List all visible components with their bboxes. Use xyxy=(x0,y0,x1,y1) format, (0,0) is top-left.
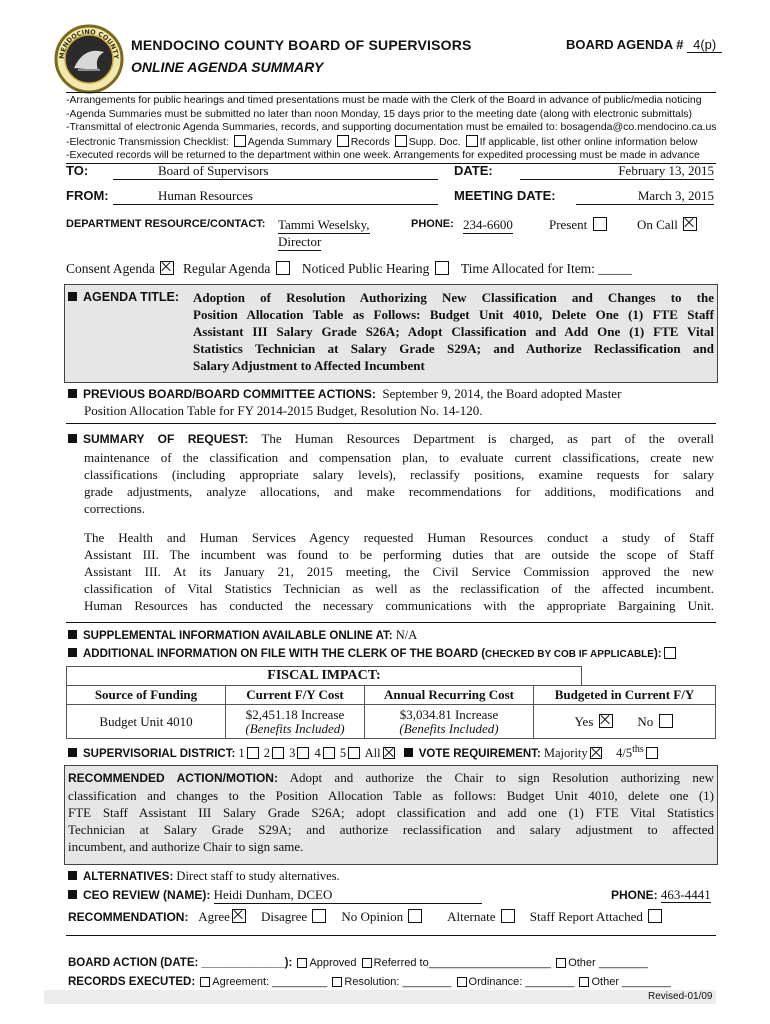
checkbox-other-action[interactable] xyxy=(556,958,566,968)
ceo-name: Heidi Dunham, DCEO xyxy=(214,887,482,904)
instruction-line: -Executed records will be returned to the department within one week. Arrangements for expedited processing must be made in advance xyxy=(66,149,716,164)
fiscal-header: Current F/Y Cost xyxy=(226,686,365,705)
checkbox-records[interactable] xyxy=(337,135,349,147)
bullet-icon xyxy=(68,748,77,757)
fiscal-header: Annual Recurring Cost xyxy=(365,686,534,705)
date-label: DATE: xyxy=(454,163,493,178)
bullet-icon xyxy=(68,389,77,398)
summary-paragraph-2: The Health and Human Services Agency requested Human Resources conduct a study of Staff Assistant III. The incumbent was found to be performing duties that are outside the scope of Staff Assistant III. At its January 21, 2015 meeting, the Civil Service Commission approved the new classification of Vital Statistics Technician as well as the reclassification of the affected incumbent. Human Resources has conducted the necessary communications with the appropriate Bargaining Unit. xyxy=(84,530,714,613)
checkbox-agenda-summary[interactable] xyxy=(234,135,246,147)
from-label: FROM: xyxy=(66,188,109,203)
page-subtitle: ONLINE AGENDA SUMMARY xyxy=(131,59,324,75)
bullet-icon xyxy=(68,434,77,443)
checkbox-no-opinion[interactable] xyxy=(408,909,422,923)
fiscal-impact-table xyxy=(66,666,716,739)
checkbox-district-1[interactable] xyxy=(247,747,259,759)
checkbox-district-all[interactable] xyxy=(383,747,395,759)
divider xyxy=(66,622,716,623)
recommended-text: classification and changes to the Position Allocation Table as follows: Budget Unit 4010, delete one (1) FTE Staff Assistant III Salary Grade S26A; adopt classification and add one (1) FTE Vital Statistics Technician at Salary Grade S29A; and authorize reclassification and salary adjustment to affected incumbent, and authorize Chair to sign same. xyxy=(68,788,714,854)
agenda-number-label: BOARD AGENDA # 4(p) xyxy=(566,37,722,52)
checkbox-budgeted-no[interactable] xyxy=(659,714,673,728)
supplemental-row: SUPPLEMENTAL INFORMATION AVAILABLE ONLINE AT: N/A xyxy=(68,628,417,643)
board-action-row: BOARD ACTION (DATE: _____________): Approved Referred to____________________ Other ________ xyxy=(68,957,648,969)
fiscal-title: FISCAL IMPACT: xyxy=(66,666,582,685)
footer-bar xyxy=(44,990,716,1004)
to-label: TO: xyxy=(66,163,89,178)
checkbox-four-fifths[interactable] xyxy=(646,747,658,759)
checkbox-disagree[interactable] xyxy=(312,909,326,923)
alternatives-row: ALTERNATIVES: Direct staff to study alternatives. xyxy=(68,869,340,884)
agenda-title-text: Adoption of Resolution Authorizing New Classification and Changes to the Position Allocation Table as Follows: Budget Unit 4010, Delete One (1) FTE Staff Assistant III Salary Grade S26A; Adopt Classification and Add One (1) FTE Vital Statistics Technician at Salary Grade S29A; and Authorize Reclassification and Salary Adjustment to Affected Incumbent xyxy=(193,290,714,373)
checkbox-district-4[interactable] xyxy=(323,747,335,759)
agenda-type-row: Consent Agenda Regular Agenda Noticed Public Hearing Time Allocated for Item: _____ xyxy=(66,261,633,276)
checkbox-consent-agenda[interactable] xyxy=(160,261,174,275)
checkbox-district-5[interactable] xyxy=(348,747,360,759)
fiscal-current-cost: $2,451.18 Increase (Benefits Included) xyxy=(226,705,365,739)
checkbox-supp-doc[interactable] xyxy=(395,135,407,147)
to-value: Board of Supervisors xyxy=(113,163,438,180)
checkbox-present[interactable] xyxy=(593,217,607,231)
checkbox-district-3[interactable] xyxy=(297,747,309,759)
instructions xyxy=(66,92,716,164)
seal-text: MENDOCINO COUNTY xyxy=(57,27,121,60)
summary-text: maintenance of the classification and compensation plan, to evaluate current classifications, create new classifications (including appropriate salary levels), reclassify positions, examine requests for salary grade adjustments, analyze allocations, and make recommendations for additions, modifications and corrections. xyxy=(84,450,714,516)
checkbox-agree[interactable] xyxy=(232,909,246,923)
checkbox-noticed-hearing[interactable] xyxy=(435,261,449,275)
bullet-icon xyxy=(404,748,413,757)
date-value: February 13, 2015 xyxy=(520,163,714,180)
recommendation-row: RECOMMENDATION: Agree Disagree No Opinion Alternate Staff Report Attached xyxy=(68,909,664,925)
divider xyxy=(66,935,716,936)
fiscal-header: Budgeted in Current F/Y xyxy=(534,686,716,705)
checkbox-district-2[interactable] xyxy=(272,747,284,759)
checkbox-regular-agenda[interactable] xyxy=(276,261,290,275)
page-title: MENDOCINO COUNTY BOARD OF SUPERVISORS xyxy=(131,37,472,53)
fiscal-annual-cost: $3,034.81 Increase (Benefits Included) xyxy=(365,705,534,739)
checkbox-staff-report[interactable] xyxy=(648,909,662,923)
contact-label: DEPARTMENT RESOURCE/CONTACT: xyxy=(66,218,266,230)
recommended-first-line: RECOMMENDED ACTION/MOTION: Adopt and authorize the Chair to sign Resolution authorizing new xyxy=(68,770,714,785)
ceo-phone: PHONE: 463-4441 xyxy=(611,887,711,902)
present-option: Present xyxy=(549,217,609,233)
district-vote-row: SUPERVISORIAL DISTRICT: 1 2 3 4 5 All VOTE REQUIREMENT: Majority $4/5^{ths}$ xyxy=(68,744,660,761)
contact-name: Tammi Weselsky, Director xyxy=(278,217,370,249)
meeting-date-label: MEETING DATE: xyxy=(454,188,556,203)
summary-first-line: SUMMARY OF REQUEST: The Human Resources Department is charged, as part of the overall xyxy=(68,431,714,447)
checkbox-on-call[interactable] xyxy=(683,217,697,231)
instruction-line: -Transmittal of electronic Agenda Summaries, records, and supporting documentation must be emailed to: bosagenda@co.mendocino.ca.us xyxy=(66,121,717,133)
bullet-icon xyxy=(68,630,77,639)
instruction-checklist: -Electronic Transmission Checklist: Agenda Summary Records Supp. Doc. If applicable, list other online information below xyxy=(66,135,698,148)
checkbox-resolution[interactable] xyxy=(332,977,342,987)
fiscal-header: Source of Funding xyxy=(67,686,226,705)
bullet-icon xyxy=(68,890,77,899)
checkbox-ordinance[interactable] xyxy=(457,977,467,987)
agenda-number-value: 4(p) xyxy=(687,37,722,53)
instruction-line: -Agenda Summaries must be submitted no later than noon Monday, 15 days prior to the meeting date (along with electronic submittals) xyxy=(66,107,693,120)
checkbox-budgeted-yes[interactable] xyxy=(599,714,613,728)
checkbox-additional-info[interactable] xyxy=(664,647,676,659)
checkbox-referred[interactable] xyxy=(362,958,372,968)
checkbox-agreement[interactable] xyxy=(200,977,210,987)
phone-label: PHONE: xyxy=(411,218,454,230)
checkbox-other-online[interactable] xyxy=(466,135,478,147)
checkbox-alternate[interactable] xyxy=(501,909,515,923)
previous-actions-line-2: Position Allocation Table for FY 2014-2015 Budget, Resolution No. 14-120. xyxy=(84,403,483,418)
checkbox-other-record[interactable] xyxy=(579,977,589,987)
meeting-date-value: March 3, 2015 xyxy=(576,188,714,205)
instruction-line: -Arrangements for public hearings and timed presentations must be made with the Clerk of the Board in advance of public/media noticing xyxy=(66,94,702,106)
checkbox-approved[interactable] xyxy=(297,958,307,968)
from-value: Human Resources xyxy=(113,188,438,205)
phone-value: 234-6600 xyxy=(463,217,513,232)
additional-info-row: ADDITIONAL INFORMATION ON FILE WITH THE CLERK OF THE BOARD (CHECKED BY COB IF APPLICABLE): xyxy=(68,646,678,661)
county-seal xyxy=(54,24,124,94)
divider xyxy=(66,423,716,424)
fiscal-budgeted: Yes No xyxy=(534,705,716,739)
checkbox-majority[interactable] xyxy=(590,747,602,759)
bullet-icon xyxy=(68,871,77,880)
bullet-icon xyxy=(68,648,77,657)
on-call-option: On Call xyxy=(637,217,699,233)
ceo-review-row: CEO REVIEW (NAME): Heidi Dunham, DCEO xyxy=(68,887,482,904)
fiscal-source: Budget Unit 4010 xyxy=(67,705,226,739)
agenda-title-label-row: AGENDA TITLE: xyxy=(68,289,179,305)
previous-actions-row: PREVIOUS BOARD/BOARD COMMITTEE ACTIONS: September 9, 2014, the Board adopted Master xyxy=(68,386,714,402)
bullet-icon xyxy=(68,292,77,301)
records-executed-row: RECORDS EXECUTED: Agreement: _________ Resolution: ________ Ordinance: ________ Other ________ xyxy=(68,976,671,988)
revised-date: Revised-01/09 xyxy=(648,991,713,1002)
